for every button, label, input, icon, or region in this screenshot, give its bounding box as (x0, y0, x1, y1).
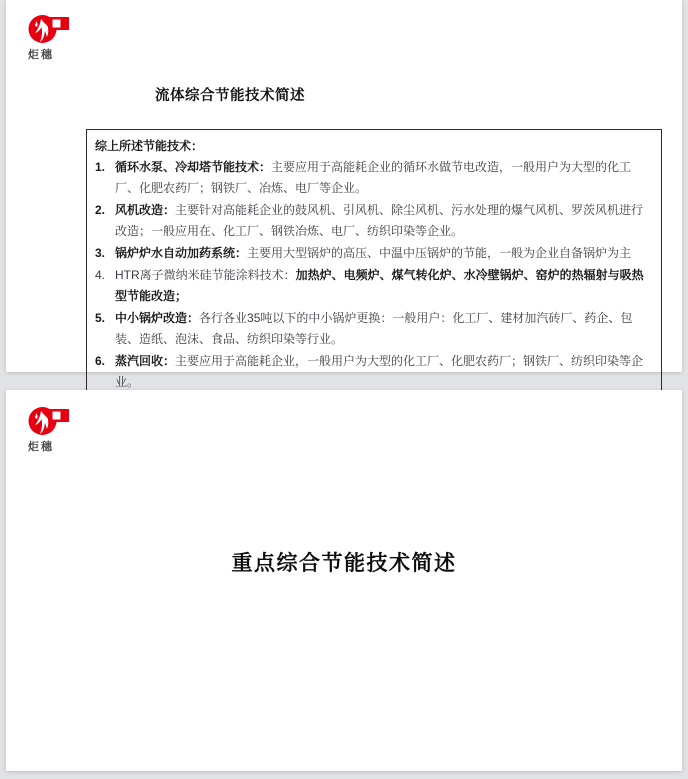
list-item (93, 351, 653, 393)
item-text (115, 351, 653, 393)
box-heading: 综上所述节能技术： (95, 139, 204, 153)
item-body: 主要针对高能耗企业的鼓风机、引风机、除尘风机、污水处理的爆气风机、罗茨风机进行改造；一般应用在、化工厂、钢铁冶炼、电厂、纺织印染等企业。 (115, 203, 644, 238)
list-item (93, 265, 653, 307)
list-item (93, 243, 653, 264)
item-number: 1. (95, 160, 106, 174)
page-title: 重点综合节能技术简述 (231, 552, 457, 575)
item-text (115, 308, 653, 350)
brand-logo (28, 405, 74, 454)
summary-box (86, 129, 662, 402)
item-lead: 蒸汽回收： (115, 354, 176, 368)
item-lead: 锅炉炉水自动加药系统： (115, 246, 248, 260)
brand-logo (28, 13, 74, 62)
item-number: 2. (95, 203, 106, 217)
item-lead: 风机改造： (115, 203, 176, 217)
document-page-2 (6, 390, 682, 771)
list-item (93, 157, 653, 199)
document-page-1 (6, 0, 682, 389)
list-item (93, 308, 653, 350)
flame-logo-icon (28, 405, 74, 437)
brand-logo-text: 炬穗 (28, 49, 54, 61)
brand-logo-text: 炬穗 (28, 441, 54, 453)
item-number: 6. (95, 354, 106, 368)
item-text (115, 243, 653, 264)
flame-logo-icon (28, 13, 74, 45)
item-number: 5. (95, 311, 106, 325)
item-text (115, 265, 653, 307)
item-body: 加热炉、电频炉、煤气转化炉、水冷壁锅炉、窑炉的热辐射与吸热型节能改造； (115, 268, 644, 303)
item-text (115, 200, 653, 242)
item-number: 3. (95, 246, 106, 260)
item-lead: HTR离子微纳米硅节能涂料技术： (115, 268, 296, 282)
item-body: 主要应用于高能耗企业的循环水做节电改造，一般用户为大型的化工厂、化肥农药厂；钢铁厂、冶炼、电厂等企业。 (115, 160, 632, 195)
item-body: 主要应用于高能耗企业，一般用户为大型的化工厂、化肥农药厂；钢铁厂、纺织印染等企业。 (115, 354, 644, 389)
item-lead: 循环水泵、冷却塔节能技术： (115, 160, 272, 174)
page-title: 流体综合节能技术简述 (155, 88, 305, 104)
item-text (115, 157, 653, 199)
item-number: 4. (95, 268, 106, 282)
item-lead: 中小锅炉改造： (115, 311, 200, 325)
item-body: 各行各业35吨以下的中小锅炉更换：一般用户：化工厂、建材加汽砖厂、药企、包装、造纸、泡沫、食品、纺织印染等行业。 (115, 311, 633, 346)
list-item (93, 200, 653, 242)
item-body: 主要用大型锅炉的高压、中温中压锅炉的节能，一般为企业自备锅炉为主 (247, 246, 632, 260)
